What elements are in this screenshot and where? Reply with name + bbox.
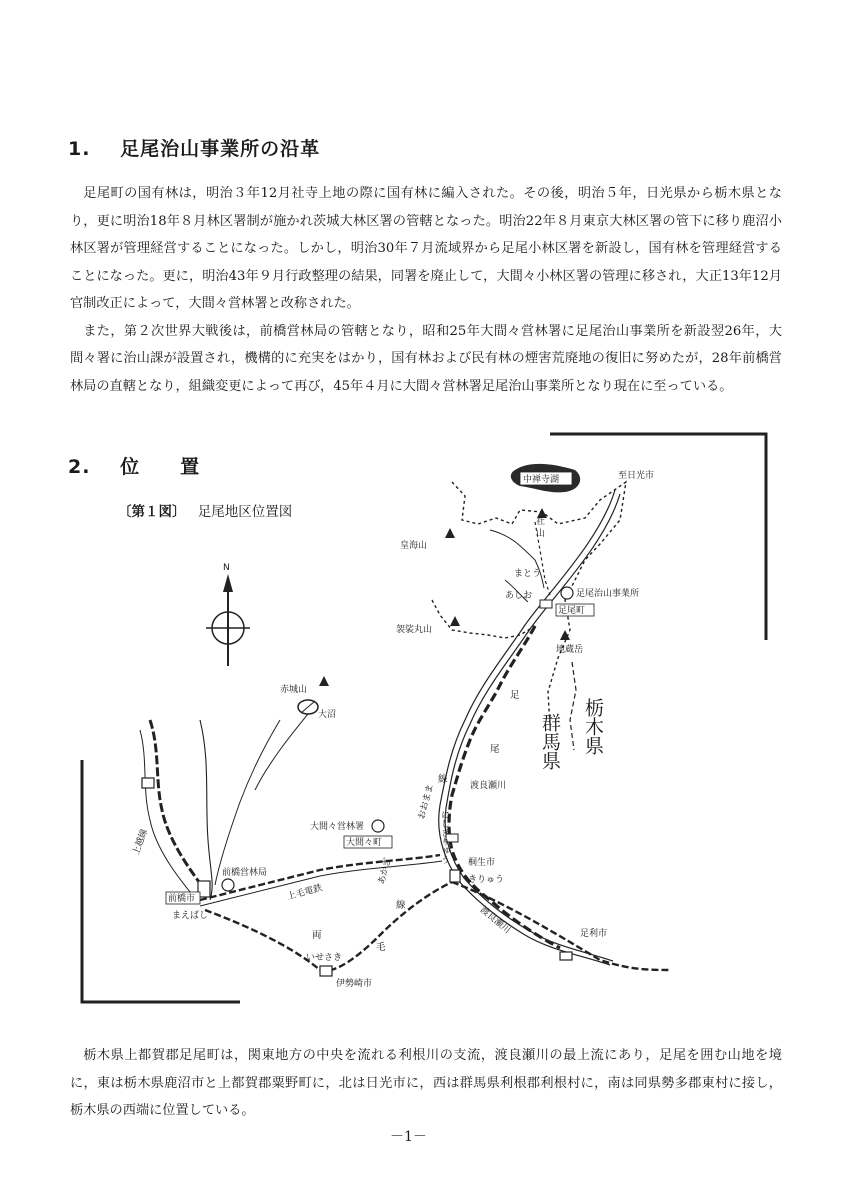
section-1-title: 足尾治山事業所の沿革 <box>120 138 321 160</box>
map-label-ashikaga: 足利市 <box>580 929 608 939</box>
section-2-number: 2. <box>68 456 91 478</box>
map-label-ryomo-2: 毛 <box>376 942 386 953</box>
map-label-kiryu-kana: きりゅう <box>468 875 505 885</box>
map-label-jouetsu: 上越線 <box>131 827 151 857</box>
figure-caption-text: 足尾地区位置図 <box>197 504 293 520</box>
map-label-jomo: 上毛電鉄 <box>286 883 324 903</box>
section-1-paragraph-1: 足尾町の国有林は，明治３年12月社寺上地の際に国有林に編入された。その後，明治５年，日光県から栃木県となり，更に明治18年８月林区署制が施かれ茨城大林区署の管轄となった。明治22年８月東京大林区署の管下に移り鹿沼小林区署が管理経営することになった。しかし，明治30年７月流域界から足尾小林区署を新設し，国有林を管理経営することになった。更に，明治43年９月行政整理の結果，同署を廃止して，大間々小林区署の管理に移され，大正13年12月官制改正によって，大間々営林署と改称された。 <box>70 186 782 311</box>
map-label-ashio-town: 足尾町 <box>558 606 586 616</box>
map-label-watarase-2: 渡良瀬川 <box>477 905 512 936</box>
map-label-to-nikko: 至日光市 <box>618 471 655 481</box>
map-label-onuma: 大沼 <box>318 710 337 720</box>
map-label-kiryu-city: 桐生市 <box>468 858 496 868</box>
mountain-kesamaru-icon <box>450 616 460 626</box>
page-number: －1－ <box>390 1129 427 1145</box>
section-2-body <box>70 1042 782 1125</box>
office-ashio-icon <box>561 587 573 599</box>
map-label-tochigi: 栃木県 <box>582 698 604 755</box>
mountain-koukaisan-icon <box>445 528 455 538</box>
map-label-ryomo-1: 両 <box>312 930 322 941</box>
map-label-koukaisan: 皇海山 <box>400 541 428 551</box>
section-1-number: 1. <box>68 138 91 160</box>
map-label-omama-town: 大間々町 <box>346 838 383 848</box>
map-label-nishikiryu: にしきりゅう <box>439 810 449 864</box>
map-label-omama-office: 大間々営林署 <box>310 822 365 832</box>
map-label-ashio-kana: あしお <box>505 591 533 601</box>
map-label-oomama-kana: おおまま <box>416 783 436 821</box>
map-label-isesaki-kana: いせさき <box>306 953 343 963</box>
map-label-akagi-kana: あかぎ <box>376 856 394 886</box>
map-label-office: 足尾治山事業所 <box>576 589 640 599</box>
figure-caption-number: 〔第１図〕 <box>118 504 186 520</box>
map-label-line-sen: 線 <box>396 900 406 911</box>
map-label-gunma: 群馬県 <box>539 713 561 770</box>
north-label: N <box>223 563 230 573</box>
section-2-title: 位 置 <box>120 456 201 478</box>
map-label-isesaki-city: 伊勢崎市 <box>336 979 373 989</box>
mountain-akagi-icon <box>319 676 329 686</box>
section-1-body <box>70 180 782 400</box>
section-2-paragraph: 栃木県上都賀郡足尾町は，関東地方の中央を流れる利根川の支流，渡良瀬川の最上流にあり，足尾を囲む山地を境に，東は栃木県鹿沼市と上都賀郡粟野町に，北は日光市に，西は群馬県利根郡利根村に，南は同県勢多郡東村に接し，栃木県の西端に位置している。 <box>70 1048 782 1118</box>
map-label-chuzenji: 中禅寺湖 <box>523 475 560 485</box>
office-maebashi-icon <box>222 879 234 891</box>
location-map <box>80 430 770 1010</box>
map-label-ashio-line-1: 足 <box>510 690 520 701</box>
map-label-maebashi-bureau: 前橋営林局 <box>222 868 268 878</box>
office-omama-icon <box>372 820 384 832</box>
north-arrow-icon <box>206 563 250 666</box>
map-label-ashio-line-3: 線 <box>438 774 448 785</box>
map-label-jizodake: 地蔵岳 <box>556 645 584 655</box>
map-label-akagiyama: 赤城山 <box>280 685 308 695</box>
map-label-maebashi-city: 前橋市 <box>168 894 196 904</box>
map-label-kesamaruyama: 袈裟丸山 <box>396 625 433 635</box>
map-label-shazan-1: 社 <box>536 517 546 527</box>
river-tonegawa <box>215 720 280 885</box>
map-label-shazan-2: 山 <box>536 529 546 539</box>
map-label-watarase: 渡良瀬川 <box>470 781 507 791</box>
section-1-paragraph-2: また，第２次世界大戦後は，前橋営林局の管轄となり，昭和25年大間々営林署に足尾治山事業所を新設翌26年，大間々署に治山課が設置され，機構的に充実をはかり，国有林および民有林の煙害荒廃地の復旧に努めたが，28年前橋営林局の直轄となり，組織変更によって再び，45年４月に大間々営林署足尾治山事業所となり現在に至っている。 <box>70 323 782 394</box>
map-label-ashio-line-2: 尾 <box>490 744 500 755</box>
map-label-mato: まとう <box>514 569 542 579</box>
section-1-heading <box>68 134 320 161</box>
joetsu-railway <box>150 720 205 890</box>
map-label-maebashi-kana: まえばし <box>172 911 209 921</box>
